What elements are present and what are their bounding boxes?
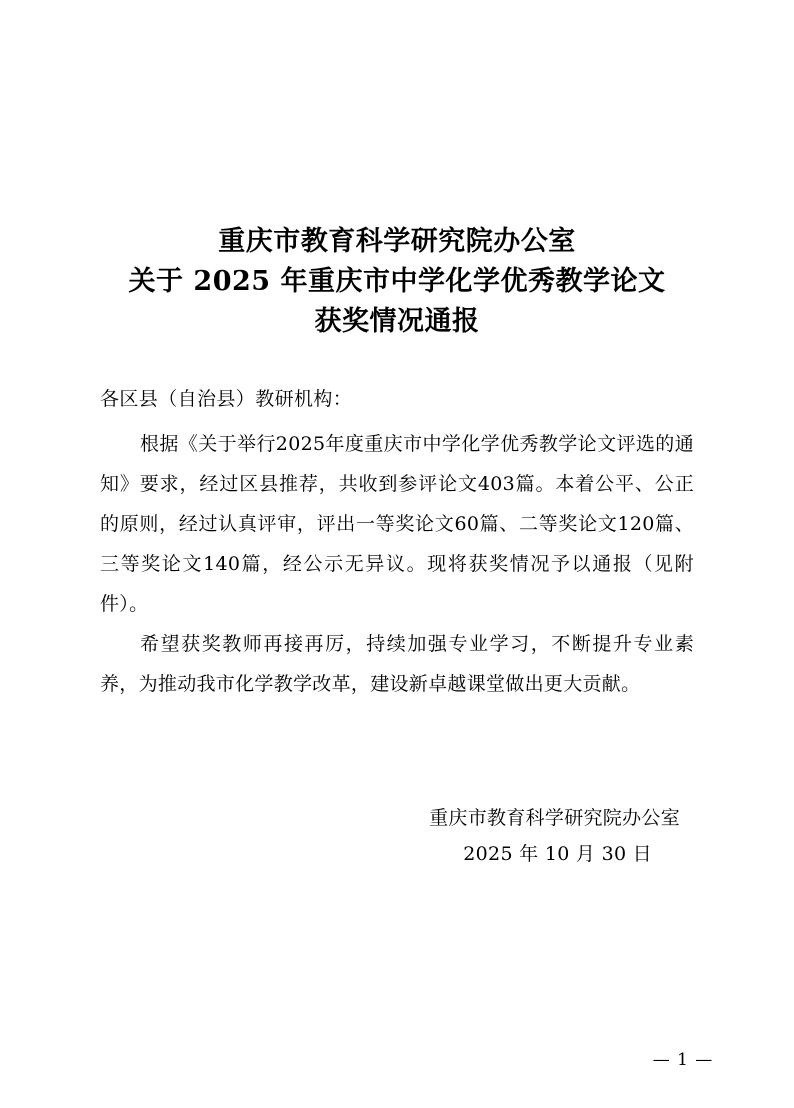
signature-organization: 重庆市教育科学研究院办公室 <box>429 807 680 829</box>
page-footer <box>0 1050 794 1070</box>
title-line-2: 关于 2025 年重庆市中学化学优秀教学论文 <box>128 266 666 297</box>
page-number: — 1 — <box>652 1050 714 1070</box>
signature-block <box>100 800 694 872</box>
signature-date: 2025 年 10 月 30 日 <box>463 843 652 865</box>
title-line-3: 获奖情况通报 <box>314 306 480 337</box>
document-body <box>100 382 694 704</box>
salutation: 各区县（自治县）教研机构： <box>100 388 353 410</box>
body-paragraph-1: 根据《关于举行2025年度重庆市中学化学优秀教学论文评选的通知》要求，经过区县推荐，共收到参评论文403篇。本着公平、公正的原则，经过认真评审，评出一等奖论文60篇、二等奖论文120篇、三等奖论文140篇，经公示无异议。现将获奖情况予以通报（见附件）。 <box>100 433 694 615</box>
title-line-1: 重庆市教育科学研究院办公室 <box>218 226 576 257</box>
document-title <box>100 222 694 342</box>
body-paragraph-2: 希望获奖教师再接再厉，持续加强专业学习，不断提升专业素养，为推动我市化学教学改革，建设新卓越课堂做出更大贡献。 <box>100 633 694 695</box>
